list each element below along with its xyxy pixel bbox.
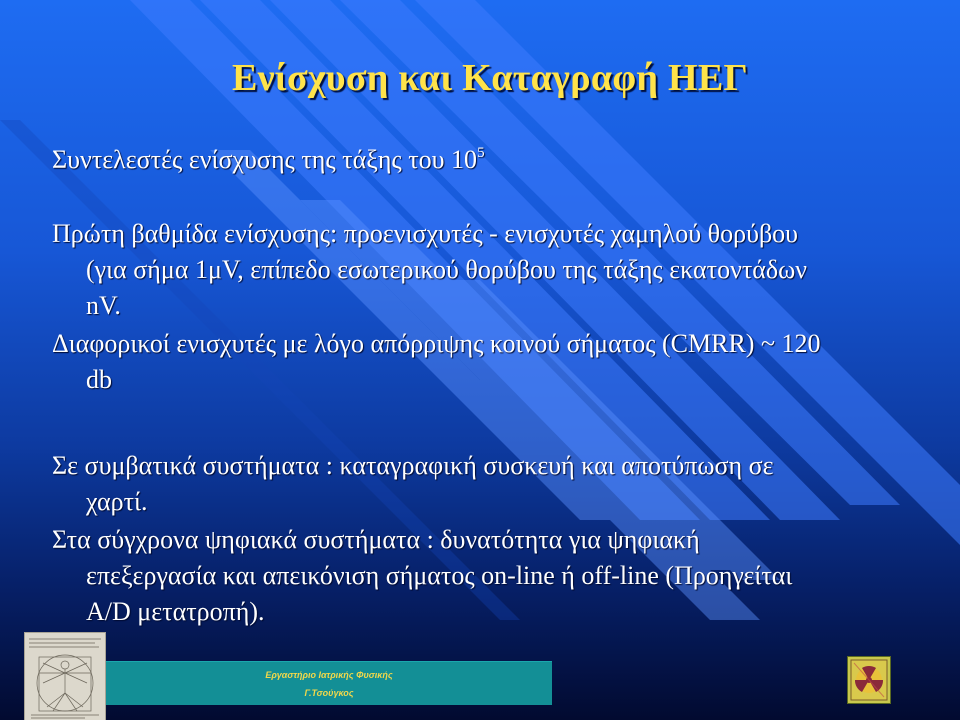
bullet-gain-factor (52, 142, 922, 182)
radiation-trefoil-logo (847, 656, 891, 704)
bullet-text-continued: χαρτί. (86, 487, 148, 516)
bullet-text-continued: A/D μετατροπή). (86, 597, 265, 626)
slide-title: Ενίσχυση και Καταγραφή ΗΕΓ (231, 57, 749, 99)
bullet-text-continued: nV. (86, 291, 121, 320)
bullet-text: Συντελεστές ενίσχυσης της τάξης του 10 (52, 145, 478, 174)
exponent: 5 (477, 145, 485, 161)
bullet-digital-systems (52, 522, 922, 630)
bullet-text-continued: db (86, 365, 112, 394)
bullet-text: Σε συμβατικά συστήματα : καταγραφική συσκευή και αποτύπωση σε (52, 451, 774, 480)
footer-lab-name: Εργαστήριο Ιατρικής Φυσικής (265, 670, 393, 680)
vitruvian-man-icon (25, 633, 105, 720)
bullet-text: Στα σύγχρονα ψηφιακά συστήματα : δυνατότητα για ψηφιακή (52, 525, 700, 554)
bullet-differential-amps (52, 326, 922, 398)
bullet-text: Πρώτη βαθμίδα ενίσχυσης: προενισχυτές - ενισχυτές χαμηλού θορύβου (52, 219, 799, 248)
bullet-conventional-systems (52, 448, 922, 520)
bullet-text: Διαφορικοί ενισχυτές με λόγο απόρριψης κοινού σήματος (CMRR) ~ 120 (52, 329, 821, 358)
footer-author: Γ.Τσούγκος (304, 688, 354, 698)
bullet-first-stage (52, 216, 922, 324)
footer-bar (106, 661, 552, 705)
vitruvian-man-logo (24, 632, 106, 720)
bullet-text-continued: επεξεργασία και απεικόνιση σήματος on-line ή off-line (Προηγείται (86, 561, 793, 590)
bullet-text-continued: (για σήμα 1μV, επίπεδο εσωτερικού θορύβου της τάξης εκατοντάδων (86, 255, 808, 284)
radiation-icon (848, 657, 890, 703)
